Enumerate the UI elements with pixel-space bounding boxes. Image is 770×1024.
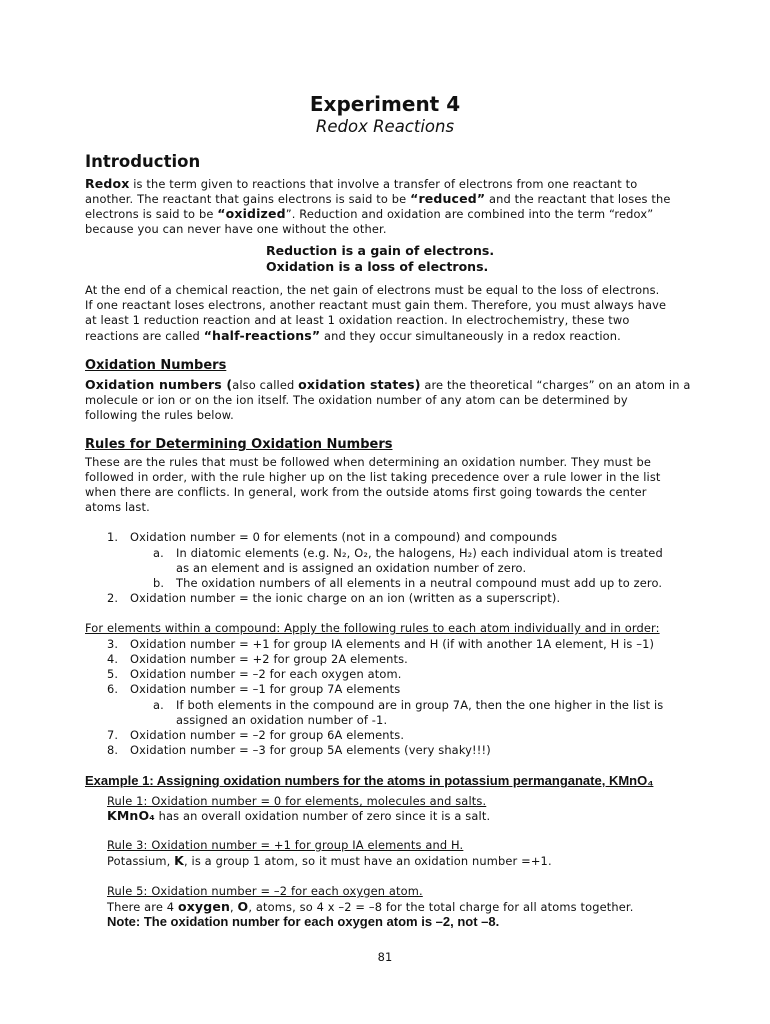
rule-1a-line-2: as an element and is assigned an oxidation number of zero. [176,561,527,575]
rule-6a-letter: a. [153,698,164,712]
redox-term: Redox [85,176,130,191]
rule-3: Oxidation number = +1 for group IA elements and H (if with another 1A element, H is –1) [130,637,655,651]
rule-5: Oxidation number = –2 for each oxygen atom. [130,667,402,681]
rule-1a-line-1: In diatomic elements (e.g. N₂, O₂, the halogens, H₂) each individual atom is treated [176,546,663,560]
ox-line-2: molecule or ion or on the ion itself. The oxidation number of any atom can be determined by [85,393,628,407]
example-rule-3-text: Potassium, K, is a group 1 atom, so it must have an oxidation number =+1. [107,853,552,868]
ox-line-1: Oxidation numbers (also called oxidation states) are the theoretical “charges” on an atom in a [85,377,691,392]
rule-1: Oxidation number = 0 for elements (not in a compound) and compounds [130,530,558,544]
example-rule-3: Rule 3: Oxidation number = +1 for group IA elements and H. [107,838,464,852]
intro-line-3: electrons is said to be “oxidized”. Reduction and oxidation are combined into the term “redox” [85,206,654,221]
example-rule-1-text: KMnO₄ has an overall oxidation number of zero since it is a salt. [107,808,491,823]
intro-p2-line-1: At the end of a chemical reaction, the net gain of electrons must be equal to the loss of electrons. [85,283,660,297]
example-note: Note: The oxidation number for each oxygen atom is –2, not –8. [107,914,500,929]
rule-1-number: 1. [107,530,119,544]
intro-line-4: because you can never have one without the other. [85,222,387,236]
rules-intro-line-2: followed in order, with the rule higher up on the list taking precedence over a rule lower in the list [85,470,661,484]
rule-1a-letter: a. [153,546,164,560]
intro-p2-line-4: reactions are called “half-reactions” and they occur simultaneously in a redox reaction. [85,328,621,343]
page-title: Experiment 4 [309,92,461,116]
rule-2-number: 2. [107,591,119,605]
intro-line-2: another. The reactant that gains electrons is said to be “reduced” and the reactant that loses the [85,191,671,206]
rule-8-number: 8. [107,743,119,757]
reduction-definition: Reduction is a gain of electrons. [266,243,495,258]
rule-4-number: 4. [107,652,119,666]
rule-2: Oxidation number = the ionic charge on an ion (written as a superscript). [130,591,561,605]
rules-intro-line-4: atoms last. [85,500,150,514]
oxidized-term: “oxidized [217,206,286,221]
example-rule-5: Rule 5: Oxidation number = –2 for each oxygen atom. [107,884,423,898]
intro-line-1: Redox is the term given to reactions that involve a transfer of electrons from one reactant to [85,176,638,191]
example-rule-1: Rule 1: Oxidation number = 0 for elements, molecules and salts. [107,794,487,808]
rule-7-number: 7. [107,728,119,742]
rule-7: Oxidation number = –2 for group 6A elements. [130,728,405,742]
rule-3-number: 3. [107,637,119,651]
example-1-heading: Example 1: Assigning oxidation numbers for the atoms in potassium permanganate, KMnO₄ [85,773,654,788]
intro-p2-line-3: at least 1 reduction reaction and at least 1 oxidation reaction. In electrochemistry, these two [85,313,630,327]
intro-p2-line-2: If one reactant loses electrons, another reactant must gain them. Therefore, you must always have [85,298,667,312]
rule-6-number: 6. [107,682,119,696]
page-subtitle: Redox Reactions [315,117,455,136]
introduction-heading: Introduction [85,152,201,171]
rules-intro-line-1: These are the rules that must be followed when determining an oxidation number. They must be [85,455,651,469]
page-number: 81 [377,950,393,964]
compound-rules-heading: For elements within a compound: Apply the following rules to each atom individually and in order: [85,621,660,635]
rule-1b: The oxidation numbers of all elements in a neutral compound must add up to zero. [176,576,663,590]
rule-6a-line-1: If both elements in the compound are in group 7A, then the one higher in the list is [176,698,664,712]
oxidation-definition: Oxidation is a loss of electrons. [266,259,489,274]
rule-6a-line-2: assigned an oxidation number of -1. [176,713,388,727]
rules-intro-line-3: when there are conflicts. In general, work from the outside atoms first going towards the center [85,485,647,499]
example-rule-5-text: There are 4 oxygen, O, atoms, so 4 x –2 = –8 for the total charge for all atoms together. [107,899,634,914]
oxidation-numbers-heading: Oxidation Numbers [85,358,227,373]
rule-6: Oxidation number = –1 for group 7A elements [130,682,401,696]
reduced-term: “reduced” [410,191,486,206]
half-reactions-term: “half-reactions” [203,328,321,343]
rule-4: Oxidation number = +2 for group 2A elements. [130,652,408,666]
rule-8: Oxidation number = –3 for group 5A elements (very shaky!!!) [130,743,491,757]
ox-line-3: following the rules below. [85,408,234,422]
rule-1b-letter: b. [153,576,165,590]
rule-5-number: 5. [107,667,119,681]
rules-heading: Rules for Determining Oxidation Numbers [85,437,393,452]
